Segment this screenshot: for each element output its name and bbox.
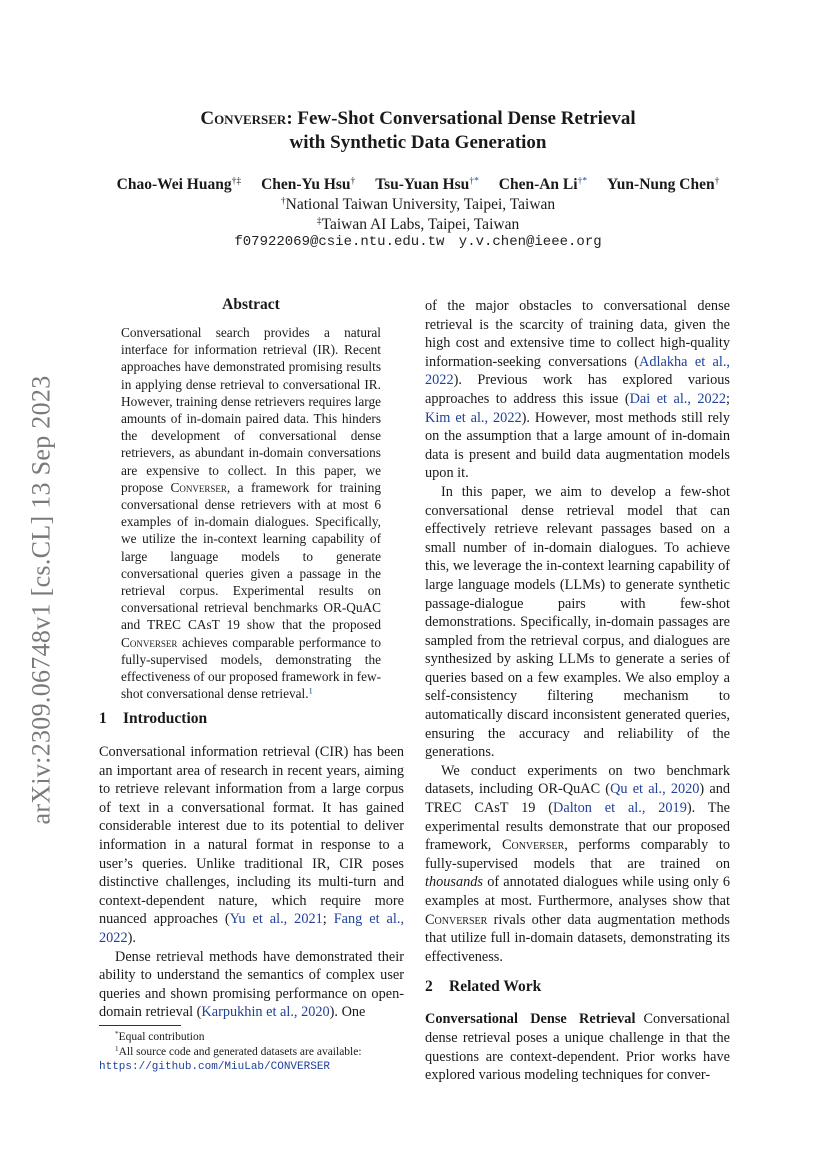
citation-link[interactable]: Fang et al., 2022	[99, 911, 405, 946]
left-column	[99, 710, 404, 1022]
paragraph-heading: Conversational Dense Retrieval	[425, 1011, 636, 1028]
citation-link[interactable]: Dalton et al., 2019	[553, 800, 687, 817]
citation-link[interactable]: Qu et al., 2020	[610, 781, 700, 798]
author: Chen-Yu Hsu†	[261, 175, 356, 193]
section-heading-introduction: 1 Introduction	[99, 710, 208, 727]
affiliation: †National Taiwan University, Taipei, Taiwan	[280, 195, 556, 213]
footnote-url[interactable]: https://github.com/MiuLab/CONVERSER	[99, 1061, 331, 1073]
citation-link[interactable]: Dai et al., 2022	[629, 390, 727, 407]
paper-title	[100, 107, 736, 155]
citation-link[interactable]: Adlakha et al., 2022	[425, 353, 730, 389]
citation-link[interactable]: Kim et al., 2022	[425, 409, 522, 426]
arxiv-stamp: arXiv:2309.06748v1 [cs.CL] 13 Sep 2023	[27, 375, 56, 825]
citation-link[interactable]: Karpukhin et al., 2020	[201, 1004, 330, 1021]
abstract-body: Conversational search provides a natural interface for information retrieval (IR). Recent approaches have demonstrated promising results in applying dense retrieval to conversational IR. However, training dense retrievers requires large amounts of in-domain paired data. This hinders the development of conversational dense retrievers, as abundant in-domain conversations are expensive to collect. In this paper, we propose Converser, a framework for training conversational dense retrievers with at most 6 examples of in-domain dialogues. Specifically, we utilize the in-context learning capability of large language models to generate conversational queries given a passage in the retrieval corpus. Experimental results on conversational retrieval benchmarks OR-QuAC and TREC CAsT 19 show that the proposed Converser achieves comparable performance to fully-supervised models, demonstrating the effectiveness of our proposed framework in few-shot conversational dense retrieval.$^1$	[121, 325, 381, 702]
intro-paragraph: Dense retrieval methods have demonstrated their ability to understand the semantics of complex user queries and shown promising performance on open-domain retrieval (Karpukhin et al., 2020). One	[99, 948, 404, 1021]
intro-paragraph: We conduct experiments on two benchmark datasets, including OR-QuAC (Qu et al., 2020) and TREC CAsT 19 (Dalton et al., 2019). The experimental results demonstrate that our proposed framework, Converser, performs comparably to fully-supervised models that are trained on thousands of annotated dialogues while using only 6 examples at most. Furthermore, analyses show that Converser rivals other data augmentation methods that utilize full in-domain datasets, demonstrating its effectiveness.	[425, 762, 731, 965]
author-emails: f07922069@csie.ntu.edu.tw y.v.chen@ieee.org	[234, 234, 602, 250]
section-heading-related-work: 2 Related Work	[425, 978, 542, 996]
title-line1: : Few-Shot Conversational Dense Retrieval	[286, 108, 636, 129]
right-column	[425, 297, 730, 1085]
author: Tsu-Yuan Hsu†*	[375, 175, 479, 193]
author: Yun-Nung Chen†	[607, 175, 720, 193]
footnote: *Equal contribution	[115, 1030, 205, 1043]
affiliation: ‡Taiwan AI Labs, Taipei, Taiwan	[316, 215, 520, 233]
citation-link[interactable]: Yu et al., 2021	[229, 911, 323, 928]
title-system-name: Converser	[200, 108, 287, 129]
footnote-link[interactable]: 1	[308, 686, 313, 696]
author-list	[90, 175, 746, 195]
abstract-heading: Abstract	[222, 296, 280, 313]
intro-paragraph: of the major obstacles to conversational dense retrieval is the scarcity of training data, given the high cost and extensive time to collect high-quality information-seeking conversations (Adlakha et al., 2022). Previous work has explored various approaches to address this issue (Dai et al., 2022; Kim et al., 2022). However, most methods still rely on the assumption that a large amount of in-domain data is present and build data augmentation models upon it.	[425, 298, 730, 482]
arxiv-stamp-container	[16, 340, 68, 860]
author: Chen-An Li†*	[498, 175, 588, 193]
footnotes	[99, 1025, 404, 1075]
related-paragraph: Conversational Dense Retrieval Conversational dense retrieval poses a unique challenge in that the questions are context-dependent. Prior works have explored various modeling techniques for conver-	[425, 1011, 730, 1084]
title-line2: with Synthetic Data Generation	[289, 132, 547, 153]
author: Chao-Wei Huang†‡	[116, 175, 242, 193]
intro-paragraph: Conversational information retrieval (CIR) has been an important area of research in recent years, aiming to retrieve relevant information from a large corpus of text in a conversational format. It has gained considerable interest due to its potential to deliver information in a natural format in response to a user’s queries. Unlike traditional IR, CIR poses distinctive challenges, including its multi-turn and context-dependent nature, which require more nuanced approaches (Yu et al., 2021; Fang et al., 2022).	[99, 744, 405, 946]
footnote: $^1$All source code and generated datasets are available:	[115, 1044, 362, 1058]
footnote-rule	[99, 1025, 181, 1026]
intro-paragraph: In this paper, we aim to develop a few-shot conversational dense retrieval model that can effectively retrieve relevant passages based on a small number of in-domain dialogues. To achieve this, we leverage the in-context learning capability of large language models (LLMs) to generate synthetic passage-dialogue pairs with few-shot demonstrations. Specifically, in-domain passages are sampled from the retrieval corpus, and dialogues are synthesized by asking LLMs to generate a series of queries based on a few examples. We also employ a self-consistency filtering mechanism to automatically discard inconsistent generated queries, ensuring the accuracy and reliability of the generations.	[425, 483, 730, 761]
